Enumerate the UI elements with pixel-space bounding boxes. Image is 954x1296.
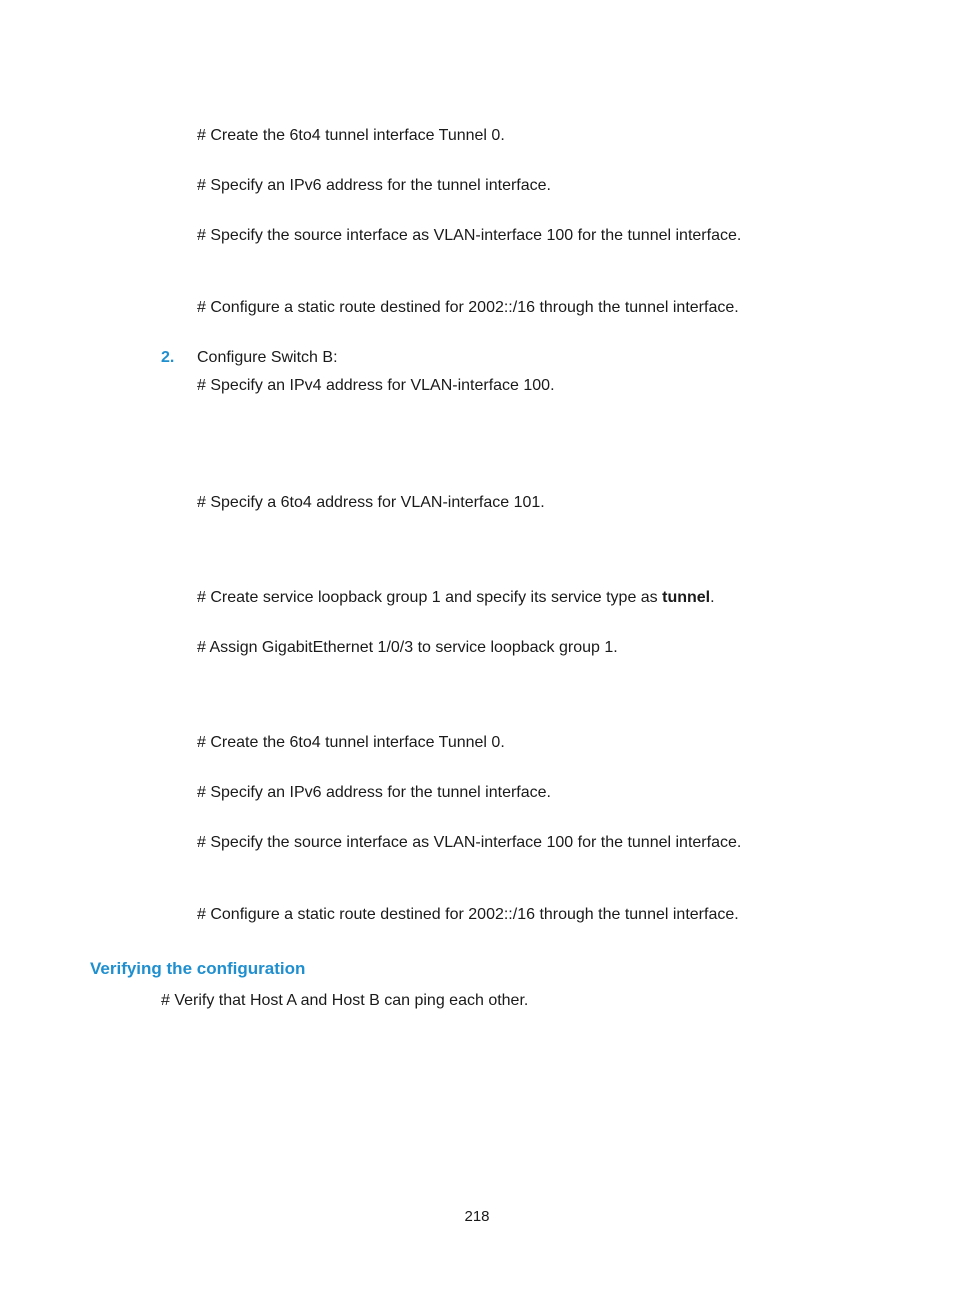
comment-service-loopback-b [197,588,715,608]
section-heading-verify: Verifying the configuration [90,959,306,978]
page-number: 218 [464,1208,490,1225]
comment-source-interface-a: # Specify the source interface as VLAN-interface 100 for the tunnel interface. [197,227,742,244]
step-number: 2. [161,349,175,366]
comment-source-interface-b: # Specify the source interface as VLAN-interface 100 for the tunnel interface. [197,834,742,851]
comment-service-loopback-period: . [710,589,715,606]
comment-create-tunnel-b: # Create the 6to4 tunnel interface Tunnel 0. [197,734,505,751]
comment-ipv6-address-b: # Specify an IPv6 address for the tunnel interface. [197,784,551,801]
comment-assign-port-b: # Assign GigabitEthernet 1/0/3 to service loopback group 1. [197,639,618,656]
comment-verify-ping: # Verify that Host A and Host B can ping each other. [161,992,529,1009]
comment-create-tunnel-a: # Create the 6to4 tunnel interface Tunnel 0. [197,127,505,144]
step-title: Configure Switch B: [197,349,338,366]
comment-ipv4-address-b: # Specify an IPv4 address for VLAN-interface 100. [197,377,555,394]
comment-6to4-address-b: # Specify a 6to4 address for VLAN-interface 101. [197,494,545,511]
comment-static-route-a: # Configure a static route destined for 2002::/16 through the tunnel interface. [197,299,739,316]
comment-static-route-b: # Configure a static route destined for 2002::/16 through the tunnel interface. [197,906,739,923]
keyword-tunnel: tunnel [662,589,711,606]
comment-service-loopback-text: # Create service loopback group 1 and specify its service type as [197,589,663,606]
comment-ipv6-address-a: # Specify an IPv6 address for the tunnel interface. [197,177,551,194]
